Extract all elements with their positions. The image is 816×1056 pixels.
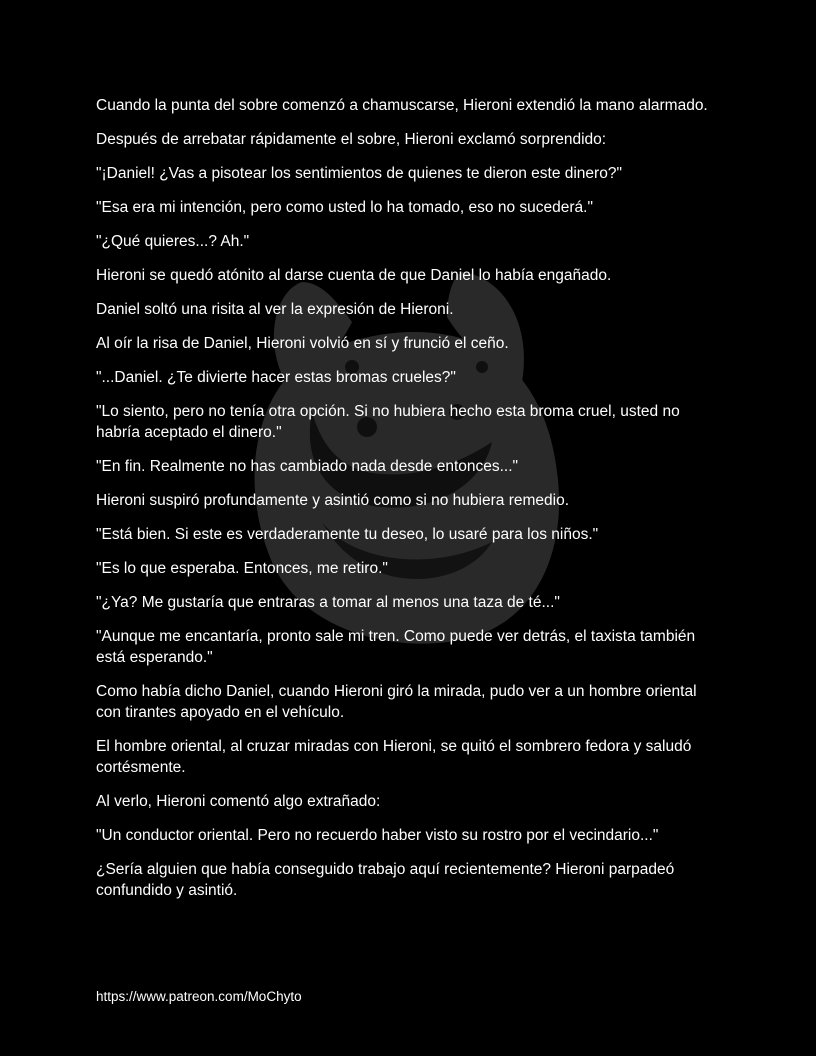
paragraph: "Un conductor oriental. Pero no recuerdo haber visto su rostro por el vecindario..." xyxy=(96,827,659,844)
paragraph: El hombre oriental, al cruzar miradas con Hieroni, se quitó el sombrero fedora y saludó cortésmente. xyxy=(96,738,692,776)
paragraph: "Está bien. Si este es verdaderamente tu deseo, lo usaré para los niños." xyxy=(96,526,599,543)
paragraph: "¡Daniel! ¿Vas a pisotear los sentimientos de quienes te dieron este dinero?" xyxy=(96,165,622,182)
paragraph: "...Daniel. ¿Te divierte hacer estas bromas crueles?" xyxy=(96,369,456,386)
paragraph: "En fin. Realmente no has cambiado nada desde entonces..." xyxy=(96,458,519,475)
paragraph: "Lo siento, pero no tenía otra opción. Si no hubiera hecho esta broma cruel, usted no habría aceptado el dinero." xyxy=(96,403,680,441)
paragraph: Daniel soltó una risita al ver la expresión de Hieroni. xyxy=(96,301,454,318)
patreon-link[interactable]: https://www.patreon.com/MoChyto xyxy=(96,989,302,1004)
paragraph: Hieroni se quedó atónito al darse cuenta de que Daniel lo había engañado. xyxy=(96,267,612,284)
paragraph: Al oír la risa de Daniel, Hieroni volvió en sí y frunció el ceño. xyxy=(96,335,509,352)
paragraph: "Aunque me encantaría, pronto sale mi tren. Como puede ver detrás, el taxista también está esperando." xyxy=(96,628,696,666)
paragraph: "¿Ya? Me gustaría que entraras a tomar al menos una taza de té..." xyxy=(96,594,560,611)
paragraph: Hieroni suspiró profundamente y asintió como si no hubiera remedio. xyxy=(96,492,569,509)
paragraph: "¿Qué quieres...? Ah." xyxy=(96,233,250,250)
paragraph: Al verlo, Hieroni comentó algo extrañado: xyxy=(96,793,381,810)
story-text xyxy=(96,95,720,914)
paragraph: "Esa era mi intención, pero como usted lo ha tomado, eso no sucederá." xyxy=(96,199,593,216)
paragraph: Cuando la punta del sobre comenzó a chamuscarse, Hieroni extendió la mano alarmado. xyxy=(96,97,708,114)
paragraph: "Es lo que esperaba. Entonces, me retiro." xyxy=(96,560,388,577)
paragraph: Como había dicho Daniel, cuando Hieroni giró la mirada, pudo ver a un hombre oriental con tirantes apoyado en el vehículo. xyxy=(96,683,697,721)
paragraph: Después de arrebatar rápidamente el sobre, Hieroni exclamó sorprendido: xyxy=(96,131,607,148)
paragraph: ¿Sería alguien que había conseguido trabajo aquí recientemente? Hieroni parpadeó confundido y asintió. xyxy=(96,861,675,899)
